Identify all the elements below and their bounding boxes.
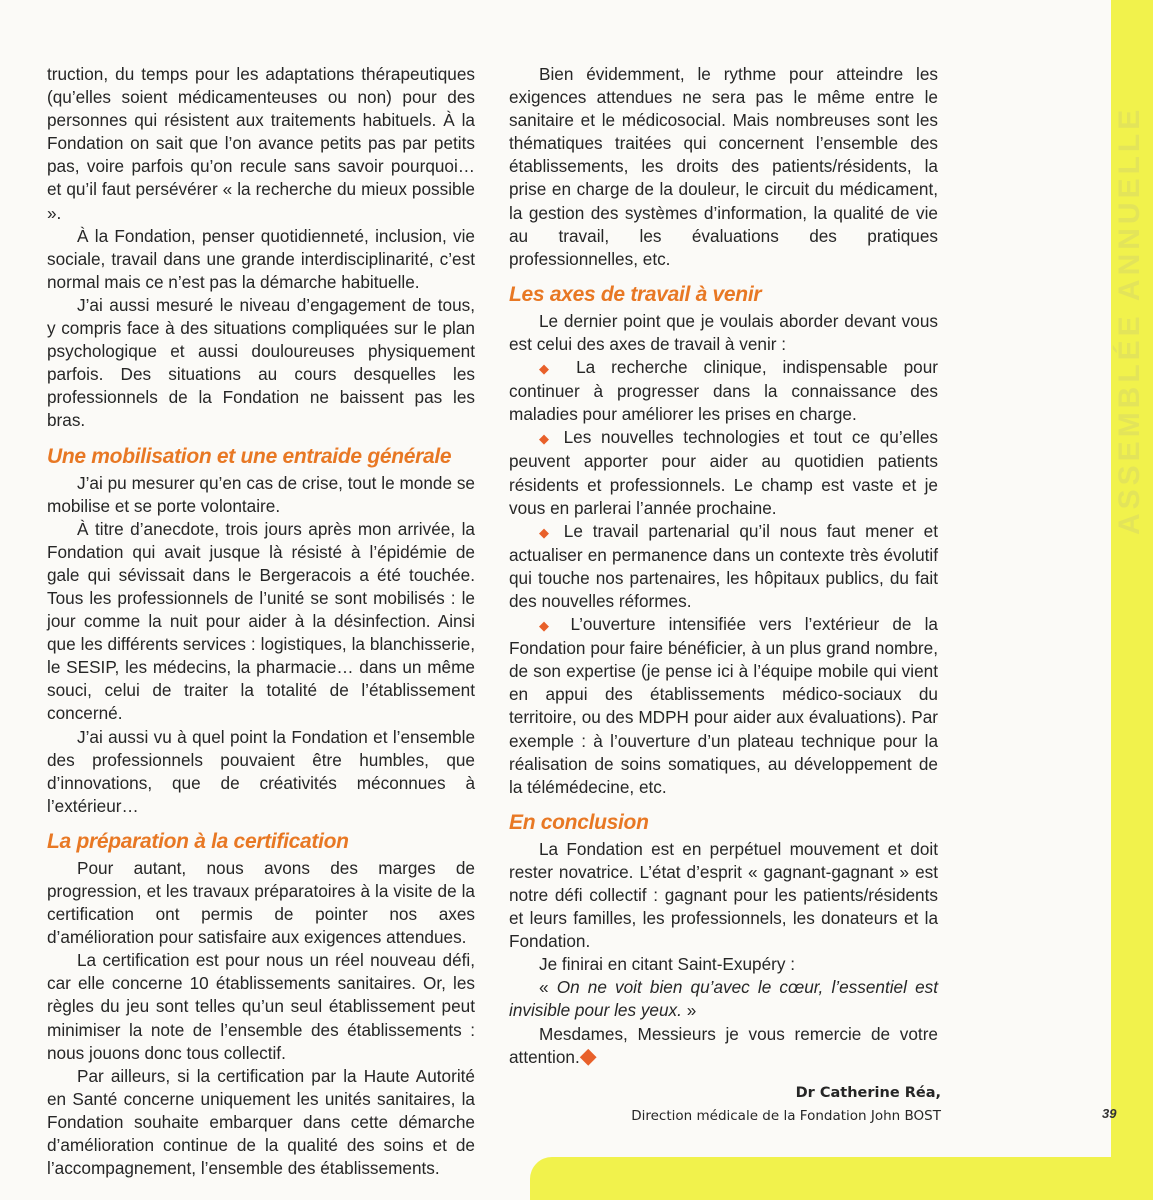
section-heading: Une mobilisation et une entraide générale [47,444,452,468]
section-heading: Les axes de travail à venir [509,282,762,306]
bullet-text: Le travail partenarial qu’il nous faut mener et actualiser en permanence dans un contexte très évolutif qui touche nos partenaires, les hôpitaux publics, du fait des nouvelles réformes. [509,520,939,611]
side-strip-title: ASSEMBLÉE ANNUELLE [1113,105,1146,535]
paragraph: Bien évidemment, le rythme pour atteindre les exigences attendues ne sera pas le même entre le sanitaire et le médicosocial. Mais nombreuses sont les thématiques traitées qui concernent l’ensemble des établissements, les droits des patients/résidents, la prise en charge de la douleur, le circuit du médicament, la gestion des systèmes d’information, la qualité de vie au travail, les évaluations des pratiques professionnelles, etc. [509,64,938,269]
paragraph: À titre d’anecdote, trois jours après mon arrivée, la Fondation qui avait jusque là résisté à l’épidémie de gale qui sévissait dans le Bergeracois a été touchée. Tous les professionnels de l’unité se sont mobilisés : le jour comme la nuit pour aider à la désinfection. Ainsi que les différents services : logistiques, la blanchisserie, le SESIP, les médecins, la pharmacie… dans un même souci, celui de traiter la totalité de l’établissement concerné. [47,518,475,724]
signature-role: Direction médicale de la Fondation John BOST [631,1108,941,1124]
closing-text: Mesdames, Messieurs je vous remercie de votre attention. [509,1023,938,1067]
closing-paragraph [509,1023,938,1069]
bottom-band [530,1157,1153,1200]
diamond-bullet-icon: ◆ [539,618,558,634]
diamond-bullet-icon: ◆ [539,431,554,447]
section-heading: En conclusion [509,810,649,834]
paragraph: Par ailleurs, si la certification par la Haute Autorité en Santé concerne uniquement les unités sanitaires, la Fondation souhaite embarquer dans cette démarche d’amélioration continue de la qualité des soins et de l’accompagnement, l’ensemble des établissements. [47,1065,475,1179]
bullet-text: La recherche clinique, indispensable pour continuer à progresser dans la connaissance des maladies pour améliorer les prises en charge. [509,357,939,425]
bullet-item [509,426,938,519]
section-heading: La préparation à la certification [47,829,349,853]
paragraph: truction, du temps pour les adaptations thérapeutiques (qu’elles soient médicamenteuses ou non) pour des personnes qui résistent aux traitements habituels. À la Fondation on sait que l’on avance petits pas par petits pas, voire parfois qu’on recule sans savoir pourquoi… et qu’il faut persévérer « la recherche du mieux possible ». [47,64,475,223]
paragraph: La certification est pour nous un réel nouveau défi, car elle concerne 10 établissements sanitaires. Or, les règles du jeu sont telles qu’un seul établissement peut minimiser la note de l’ensemble des établissements : nous jouons donc tous collectif. [47,950,475,1063]
page-number: 39 [1102,1106,1117,1121]
bullet-text: Les nouvelles technologies et tout ce qu’elles peuvent apporter pour aider au quotidien patients résidents et professionnels. Le champ est vaste et je vous en parlerai l’année prochaine. [509,427,939,518]
diamond-bullet-icon: ◆ [539,524,555,540]
paragraph: J’ai aussi mesuré le niveau d’engagement de tous, y compris face à des situations compliquées sur le plan psychologique et aussi douloureuses physiquement parfois. Des situations au cours desquelles les professionnels de la Fondation ne baissent pas les bras. [47,294,475,431]
paragraph: Pour autant, nous avons des marges de progression, et les travaux préparatoires à la visite de la certification ont permis de pointer nos axes d’amélioration pour satisfaire aux exigences attendues. [47,857,475,948]
quote-open: « [539,977,557,998]
bullet-item [509,520,938,613]
bullet-item [509,356,938,426]
signature-name: Dr Catherine Réa, [795,1085,941,1101]
paragraph: Je finirai en citant Saint-Exupéry : [539,954,796,975]
quote-paragraph [509,976,938,1022]
paragraph: J’ai pu mesurer qu’en cas de crise, tout le monde se mobilise et se porte volontaire. [47,472,475,516]
paragraph: La Fondation est en perpétuel mouvement et doit rester novatrice. L’état d’esprit « gagnant-gagnant » est notre défi collectif : gagnant pour les patients/résidents et leurs familles, les professionnels, les donateurs et la Fondation. [509,838,938,952]
paragraph: À la Fondation, penser quotidienneté, inclusion, vie sociale, travail dans une grande interdisciplinarité, c’est normal mais ce n’est pas la démarche habituelle. [47,225,475,292]
diamond-bullet-icon: ◆ [539,361,561,377]
bullet-item [509,613,938,799]
quote-text: On ne voit bien qu’avec le cœur, l’essentiel est invisible pour les yeux. [509,977,938,1021]
bullet-text: L’ouverture intensifiée vers l’extérieur de la Fondation pour faire bénéficier, à un plus grand nombre, de son expertise (je pense ici à l’équipe mobile qui vient en appui des établissements médico-sociaux du territoire, ou des MDPH pour aider aux évaluations). Par exemple : à l’ouverture d’un plateau technique pour la réalisation de soins somatiques, au développement de la télémédecine, etc. [509,614,938,797]
right-column [509,63,938,1069]
paragraph: Le dernier point que je voulais aborder devant vous est celui des axes de travail à venir : [509,310,938,354]
quote-close: » [681,1000,697,1021]
paragraph: J’ai aussi vu à quel point la Fondation et l’ensemble des professionnels pouvaient être humbles, que d’innovations, que de créativités méconnues à l’extérieur… [47,726,475,816]
end-diamond-icon: ◆ [579,1042,597,1068]
left-column [47,63,475,1180]
